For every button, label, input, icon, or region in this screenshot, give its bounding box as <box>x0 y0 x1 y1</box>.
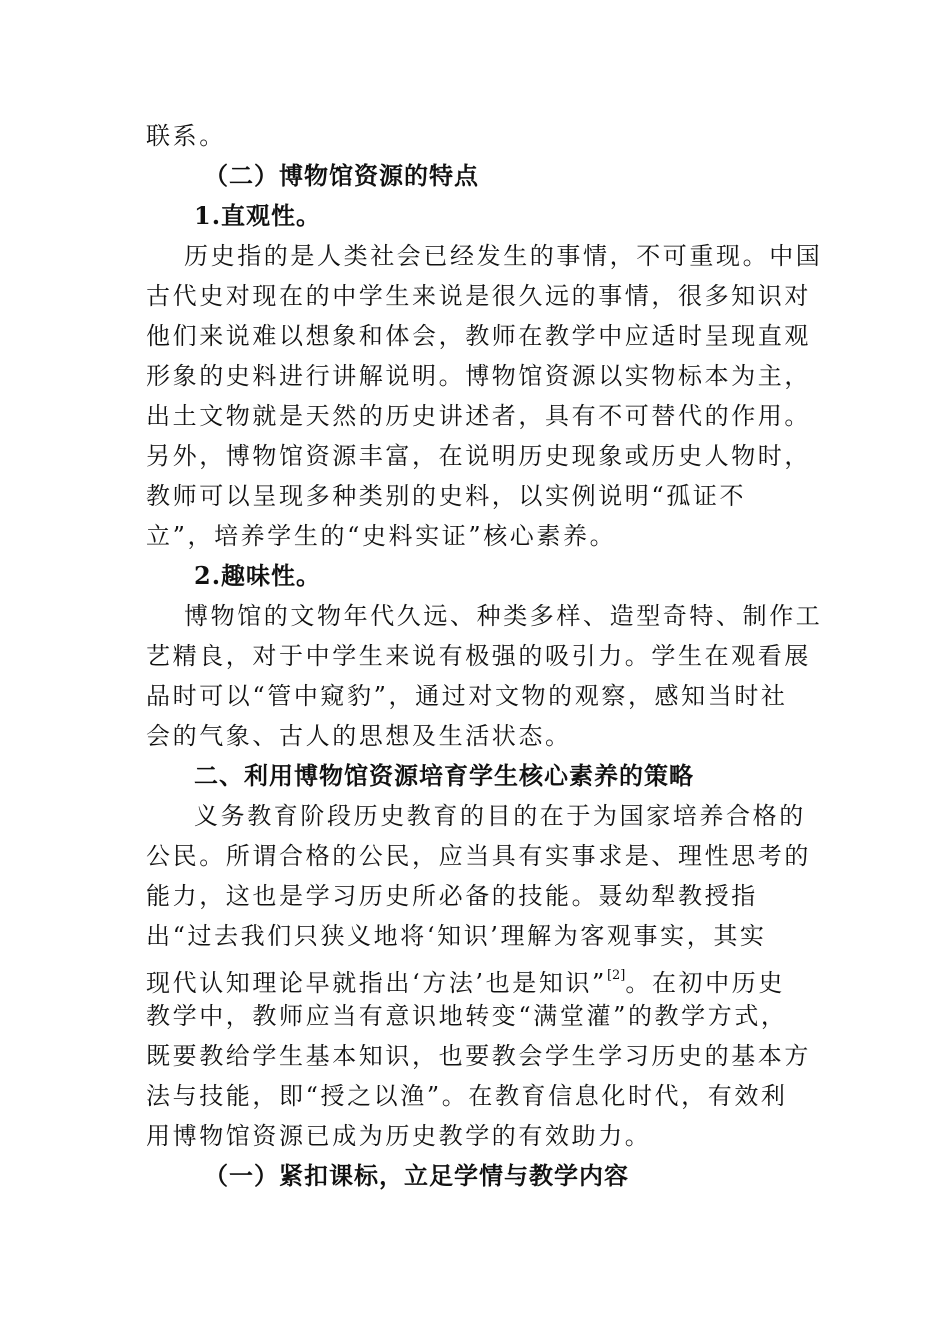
subsection-heading: 1.直观性。 <box>194 201 322 230</box>
paragraph-line: 另外，博物馆资源丰富，在说明历史现象或历史人物时， <box>146 442 811 470</box>
paragraph-text: 现代认知理论早就指出‘方法’也是知识” <box>146 969 607 997</box>
chapter-heading: 二、利用博物馆资源培育学生核心素养的策略 <box>194 761 694 790</box>
subsection-heading: 2.趣味性。 <box>194 561 322 590</box>
paragraph-line: 艺精良，对于中学生来说有极强的吸引力。学生在观看展 <box>146 642 811 670</box>
paragraph-line: 法与技能，即“授之以渔”。在教育信息化时代，有效利 <box>146 1082 788 1110</box>
paragraph-line: 立”，培养学生的“史料实证”核心素养。 <box>146 522 617 550</box>
paragraph-line: 教学中，教师应当有意识地转变“满堂灌”的教学方式， <box>146 1002 788 1030</box>
paragraph-line: 出“过去我们只狭义地将‘知识’理解为客观事实，其实 <box>146 922 767 950</box>
paragraph-line: 会的气象、古人的思想及生活状态。 <box>146 722 572 750</box>
paragraph-text: 。在初中历史 <box>625 969 785 997</box>
paragraph-line: 博物馆的文物年代久远、种类多样、造型奇特、制作工 <box>184 602 823 630</box>
section-heading: （二）博物馆资源的特点 <box>204 161 479 190</box>
citation-superscript: [2] <box>606 968 626 983</box>
paragraph-line: 历史指的是人类社会已经发生的事情，不可重现。中国 <box>184 242 823 270</box>
paragraph-line: 公民。所谓合格的公民，应当具有实事求是、理性思考的 <box>146 842 811 870</box>
paragraph-line: 能力，这也是学习历史所必备的技能。聂幼犁教授指 <box>146 882 758 910</box>
paragraph-line: 古代史对现在的中学生来说是很久远的事情，很多知识对 <box>146 282 811 310</box>
paragraph-line: 品时可以“管中窥豹”，通过对文物的观察，感知当时社 <box>146 682 788 710</box>
paragraph-line-with-citation <box>146 960 785 997</box>
paragraph-line: 既要教给学生基本知识，也要教会学生学习历史的基本方 <box>146 1042 811 1070</box>
paragraph-line: 形象的史料进行讲解说明。博物馆资源以实物标本为主， <box>146 362 811 390</box>
paragraph-line: 联系。 <box>146 122 226 150</box>
paragraph-line: 他们来说难以想象和体会，教师在教学中应适时呈现直观 <box>146 322 811 350</box>
paragraph-line: 教师可以呈现多种类别的史料，以实例说明“孤证不 <box>146 482 747 510</box>
paragraph-line: 义务教育阶段历史教育的目的在于为国家培养合格的 <box>194 802 806 830</box>
paragraph-line: 用博物馆资源已成为历史教学的有效助力。 <box>146 1122 652 1150</box>
paragraph-line: 出土文物就是天然的历史讲述者，具有不可替代的作用。 <box>146 402 811 430</box>
section-heading: （一）紧扣课标，立足学情与教学内容 <box>204 1161 629 1190</box>
